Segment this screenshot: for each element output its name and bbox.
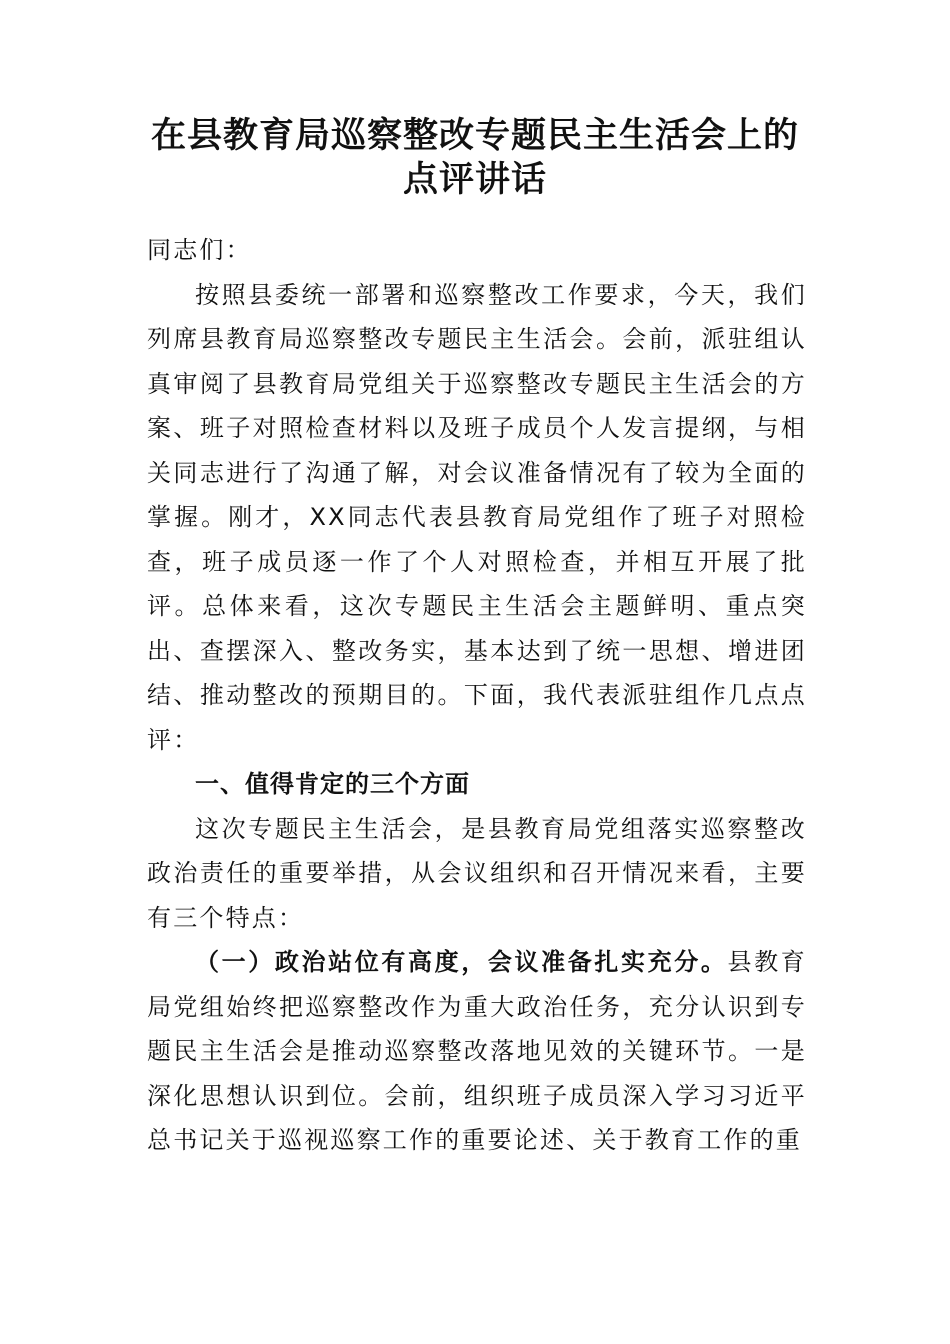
document-title-line-1: 在县教育局巡察整改专题民主生活会上的 xyxy=(150,115,799,156)
paragraph-section-intro: 这次专题民主生活会，是县教育局党组落实巡察整改政治责任的重要举措，从会议组织和召开情况来看，主要有三个特点： xyxy=(147,814,807,932)
document-title-line-2: 点评讲话 xyxy=(402,159,547,200)
point-1-heading: （一）政治站位有高度，会议准备扎实充分。 xyxy=(195,947,728,976)
point-1-text: 县教育局党组始终把巡察整改作为重大政治任务，充分认识到专题民主生活会是推动巡察整改落地见效的关键环节。一是深化思想认识到位。会前，组织班子成员深入学习习近平总书记关于巡视巡察工作的重要论述、关于教育工作的重 xyxy=(147,948,808,1154)
paragraph-point-1 xyxy=(147,940,807,1163)
document-body xyxy=(147,228,807,1163)
section-heading-1: 一、值得肯定的三个方面 xyxy=(195,770,470,798)
salutation: 同志们： xyxy=(147,236,252,264)
paragraph-intro: 按照县委统一部署和巡察整改工作要求，今天，我们列席县教育局巡察整改专题民主生活会。会前，派驻组认真审阅了县教育局党组关于巡察整改专题民主生活会的方案、班子对照检查材料以及班子成员个人发言提纲，与相关同志进行了沟通了解，对会议准备情况有了较为全面的掌握。刚才，XX同志代表县教育局党组作了班子对照检查，班子成员逐一作了个人对照检查，并相互开展了批评。总体来看，这次专题民主生活会主题鲜明、重点突出、查摆深入、整改务实，基本达到了统一思想、增进团结、推动整改的预期目的。下面，我代表派驻组作几点点评： xyxy=(147,280,807,754)
